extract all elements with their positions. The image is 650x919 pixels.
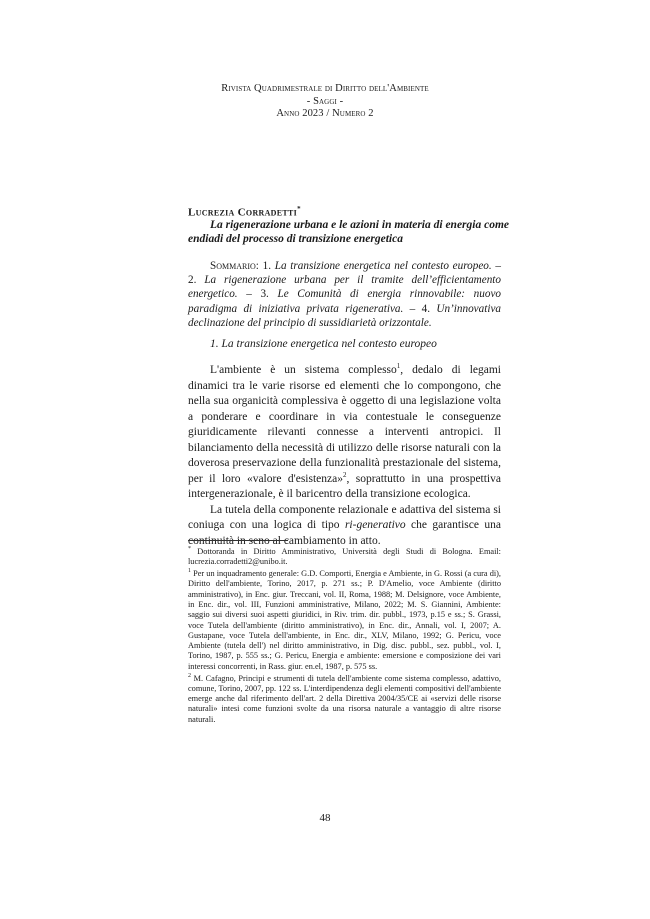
footnote-2: $^2$ M. Cafagno, Principi e strumenti di tutela dell'ambiente come sistema complesso, adattivo, comune, Torino, 2007, pp. 122 ss. L'interdipendenza degli elementi compositivi dell'ambiente emerge anche dal riferimento dell'art. 2 della Direttiva 2004/35/CE ai «servizi delle risorse naturali» intesi come funzioni svolte da una risorsa naturale a vantaggio di altre risorse naturali. [188, 672, 501, 724]
footnote-ref-2[interactable]: 2 [342, 470, 347, 479]
running-header [0, 83, 650, 121]
author-name: Lucrezia Corradetti* [188, 205, 301, 219]
summary-item-2-number: 2. [188, 274, 205, 287]
summary-item-3-number: 3. [260, 288, 278, 301]
summary-item-1: La transizione energetica nel contesto europeo. [274, 260, 492, 272]
summary-item-4: Un’innovativa declinazione del principio di sussidiarietà orizzontale. [188, 302, 501, 329]
footnotes [188, 547, 501, 727]
issue-label: Anno 2023 / Numero 2 [276, 108, 374, 119]
summary-item-1-number: 1. [262, 260, 275, 272]
paragraph-2: La tutela della componente relazionale e adattiva del sistema si coniuga con una logica di tipo ri-generativo che garantisce una continuità in seno al cambiamento in atto. [188, 503, 501, 547]
page-number: 48 [319, 812, 331, 824]
footnote-1: $^1$ Per un inquadramento generale: G.D. Comporti, Energia e Ambiente, in G. Rossi (a cura di), Diritto dell'ambiente, Torino, 2017, p. 271 ss.; P. D'Amelio, voce Ambiente (diritto amministrativo), in Enc. giur. Treccani, vol. II, Roma, 1988; M. Delsignore, voce Ambiente, in Enc. dir., vol. III, Funzioni amministrative, Milano, 2022; M. S. Giannini, Ambiente: saggio sui diversi suoi aspetti giuridici, in Riv. trim. dir. pubbl., 1973, p.15 e ss.; S. Grassi, voce Tutela dell'ambiente (diritto amministrativo), in Enc. dir., Annali, vol. I, 2007; A. Gustapane, voce Tutela dell'ambiente, in Enc. dir., XLV, Milano, 1992; G. Pericu, voce Ambiente (tutela dell') nel diritto amministrativo, in Dig. disc. pubbl., sez. pubbl., vol. I, Torino, 1987, p. 555 ss.; G. Pericu, Energia e ambiente: emersione e composizione dei vari interessi concorrenti, in Rass. giur. en.el, 1987, p. 575 ss. [188, 568, 501, 671]
summary-item-4-number: 4. [421, 302, 437, 315]
article-title-line-1: La rigenerazione urbana e le azioni in materia di energia come [210, 219, 510, 231]
section-label: - Saggi - [306, 95, 344, 107]
footnote-ref-1[interactable]: 1 [396, 362, 401, 371]
author-footnote-mark[interactable]: * [297, 205, 301, 213]
summary-item-3: Le Comunità di energia rinnovabile: nuovo paradigma di iniziativa privata rigenerativa. [188, 288, 501, 315]
paragraph-1: L'ambiente è un sistema complesso$^1$, dedalo di legami dinamici tra le varie risorse ed elementi che lo compongono, che nella sua organicità complessiva è oggetto di una legislazione volta a ponderare e coordinare in via contestuale le conseguenze giuridicamente rilevanti connesse a interventi antropici. Il bilanciamento della necessità di utilizzo delle risorse naturali con la doverosa preservazione della funzionalità prestazionale del sistema, per il loro «valore d'esistenza»$^2$, soprattutto in una prospettiva intergenerazionale, è il baricentro della transizione ecologica. [188, 362, 501, 500]
body-text [188, 363, 501, 549]
footnote-author: * Dottoranda in Diritto Amministrativo, Università degli Studi di Bologna. Email: lucrezia.corradetti2@unibo.it. [188, 546, 501, 567]
summary-item-2: La rigenerazione urbana per il tramite dell’efficientamento energetico. [188, 274, 501, 301]
footnote-divider [188, 540, 288, 541]
article-title-line-2: endiadi del processo di transizione energetica [188, 233, 403, 245]
summary: Sommario: 1. La transizione energetica nel contesto europeo. – 2. La rigenerazione urbana per il tramite dell’efficientamento energetico. – 3. Le Comunità di energia rinnovabile: nuovo paradigma di iniziativa privata rigenerativa. – 4. Un’innovativa declinazione del principio di sussidiarietà orizzontale. [188, 260, 502, 329]
journal-name: Rivista Quadrimestrale di Diritto dell'Ambiente [221, 83, 429, 94]
summary-label: Sommario: [210, 260, 259, 272]
section-heading: 1. La transizione energetica nel contesto europeo [210, 338, 437, 350]
